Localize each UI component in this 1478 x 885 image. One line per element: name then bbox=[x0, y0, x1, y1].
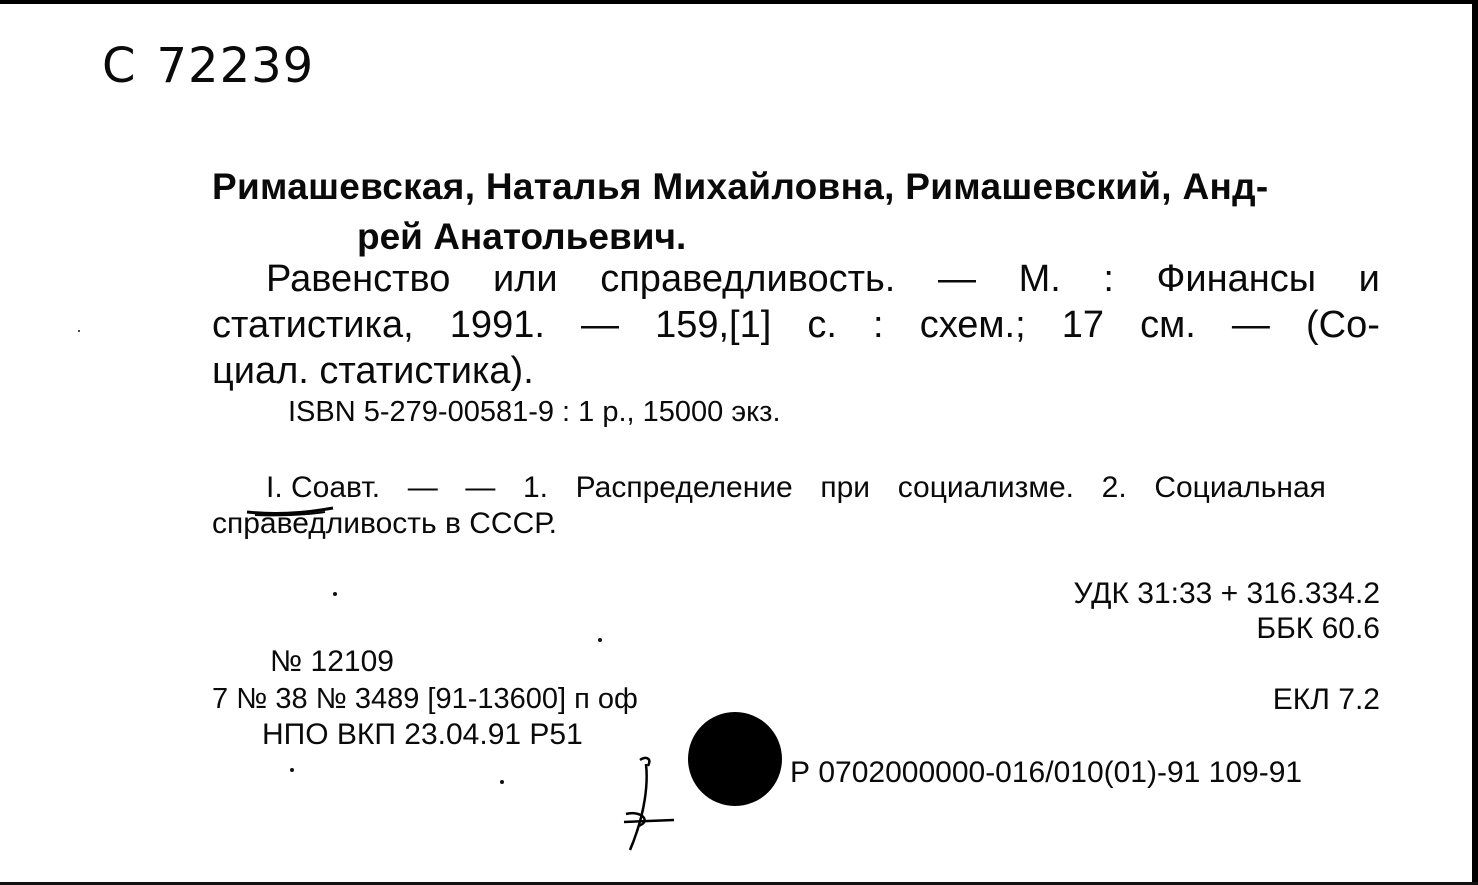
description-word: — bbox=[937, 258, 976, 300]
call-number-prefix: С bbox=[102, 38, 137, 94]
bbk-index: ББК 60.6 bbox=[1256, 612, 1380, 645]
description-word: Финансы bbox=[1156, 258, 1317, 300]
tracing-line-1 bbox=[212, 470, 1326, 506]
bibliographic-description bbox=[212, 256, 1382, 394]
printing-info-line-2: НПО ВКП 23.04.91 Р51 bbox=[262, 718, 583, 751]
punch-hole bbox=[688, 712, 782, 806]
isbn-line: ISBN 5-279-00581-9 : 1 р., 15000 экз. bbox=[288, 396, 781, 428]
handwritten-seven-mark bbox=[612, 752, 692, 862]
description-line-1 bbox=[212, 256, 1380, 302]
description-word: см. bbox=[1140, 304, 1196, 346]
tracing-word: социализме. bbox=[897, 471, 1074, 504]
tracing-word: I. Соавт. bbox=[266, 471, 381, 504]
description-line-3: циал. статистика). bbox=[212, 350, 534, 392]
description-word: схем.; bbox=[919, 304, 1026, 346]
tracing-word: при bbox=[820, 471, 871, 504]
card-top-edge bbox=[0, 0, 1478, 4]
ekl-index: ЕКЛ 7.2 bbox=[1272, 683, 1380, 716]
description-word: — bbox=[1231, 304, 1270, 346]
description-word: : bbox=[873, 304, 884, 346]
description-word: 159,[1] bbox=[655, 304, 772, 346]
description-line-2 bbox=[212, 302, 1380, 348]
tracing-word: Распределение bbox=[575, 471, 793, 504]
description-word: или bbox=[493, 258, 558, 300]
description-word: справедливость. bbox=[600, 258, 896, 300]
tracing-line-2: справедливость в СССР. bbox=[212, 507, 557, 540]
description-word: — bbox=[580, 304, 619, 346]
description-word: и bbox=[1358, 258, 1380, 300]
description-word: М. bbox=[1018, 258, 1061, 300]
card-number: № 12109 bbox=[270, 645, 394, 678]
dust-speck bbox=[333, 592, 337, 596]
description-word: статистика, bbox=[212, 304, 414, 346]
publisher-code: Р 0702000000-016/010(01)-91 109-91 bbox=[790, 756, 1303, 789]
tracing-word: 1. bbox=[523, 471, 549, 504]
tracing-section bbox=[212, 470, 1382, 542]
dust-speck bbox=[598, 638, 602, 642]
description-word: 17 bbox=[1061, 304, 1105, 346]
description-word: : bbox=[1103, 258, 1114, 300]
description-word: 1991. bbox=[449, 304, 545, 346]
card-right-edge bbox=[1472, 0, 1478, 885]
call-number bbox=[102, 38, 314, 94]
dust-speck bbox=[78, 330, 80, 332]
dust-speck bbox=[500, 780, 504, 784]
udk-index: УДК 31:33 + 316.334.2 bbox=[1073, 577, 1380, 610]
pen-underline-mark bbox=[245, 500, 335, 518]
tracing-word: — bbox=[465, 471, 496, 504]
tracing-word: 2. bbox=[1101, 471, 1127, 504]
description-word: с. bbox=[807, 304, 837, 346]
author-heading bbox=[212, 162, 1382, 262]
printing-info-line-1: 7 № 38 № 3489 [91-13600] п оф bbox=[212, 683, 638, 715]
author-heading-line-1: Римашевская, Наталья Михайловна, Римашевский, Анд- bbox=[212, 166, 1269, 207]
author-heading-line-2: рей Анатольевич. bbox=[357, 216, 687, 257]
call-number-value: 72239 bbox=[156, 38, 315, 94]
description-word: (Со- bbox=[1306, 304, 1380, 346]
tracing-word: Социальная bbox=[1154, 471, 1326, 504]
tracing-word: — bbox=[407, 471, 438, 504]
description-word: Равенство bbox=[266, 258, 451, 300]
dust-speck bbox=[290, 768, 294, 772]
